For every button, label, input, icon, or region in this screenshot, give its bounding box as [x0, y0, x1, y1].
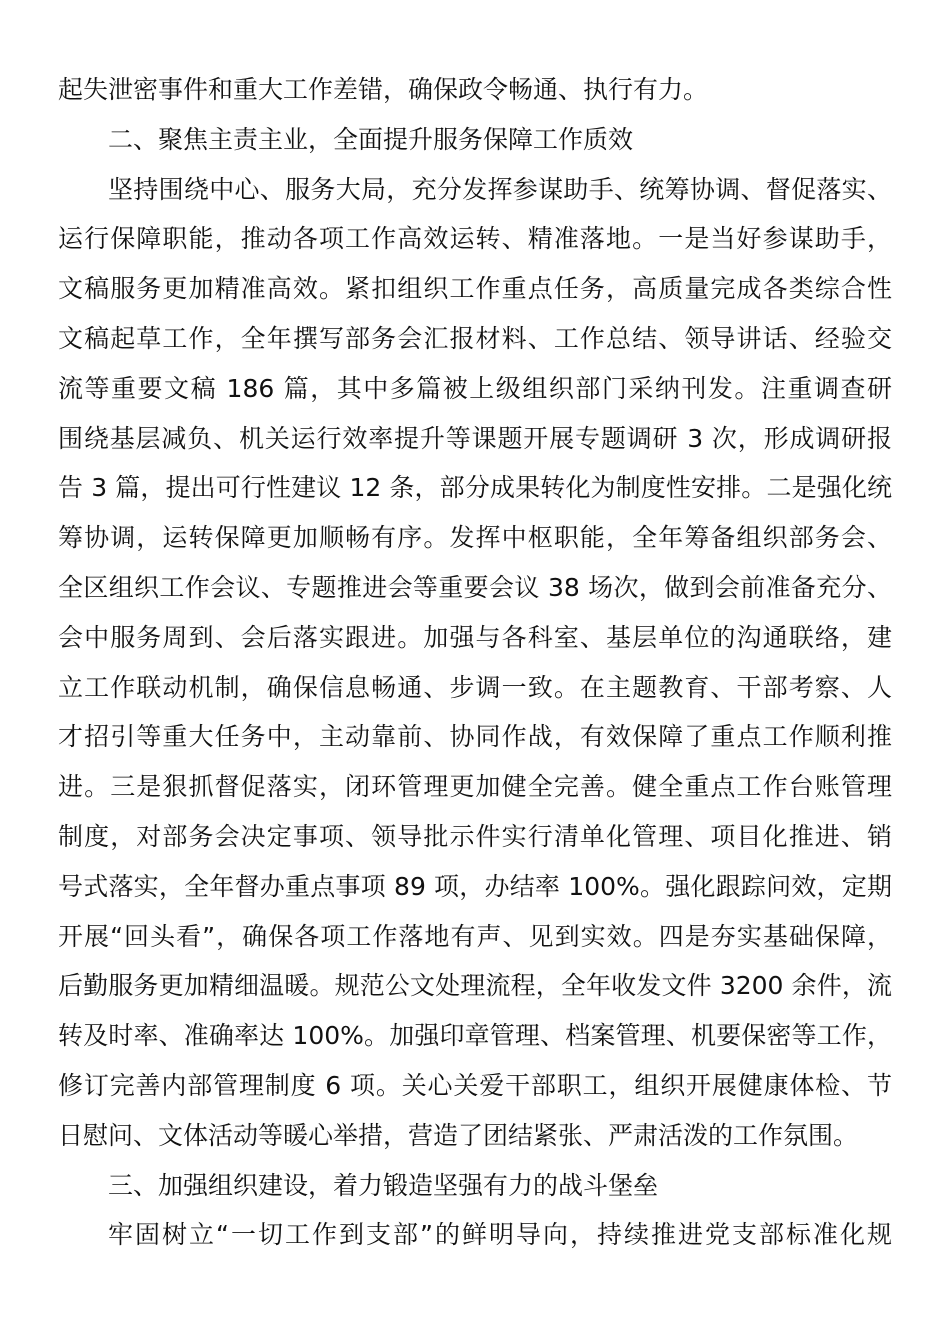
text-line: 筹协调，运转保障更加顺畅有序。发挥中枢职能，全年筹备组织部务会、 — [58, 523, 892, 553]
text-line: 制度，对部务会决定事项、领导批示件实行清单化管理、项目化推进、销 — [58, 821, 892, 851]
text-line: 文稿起草工作，全年撰写部务会汇报材料、工作总结、领导讲话、经验交 — [58, 323, 892, 353]
text-line: 起失泄密事件和重大工作差错，确保政令畅通、执行有力。 — [58, 75, 709, 104]
text-line: 全区组织工作会议、专题推进会等重要会议 38 场次，做到会前准备充分、 — [58, 572, 892, 602]
text-line: 会中服务周到、会后落实跟进。加强与各科室、基层单位的沟通联络，建 — [58, 622, 892, 652]
text-line: 后勤服务更加精细温暖。规范公文处理流程，全年收发文件 3200 余件，流 — [58, 971, 892, 1001]
text-line: 开展“回头看”，确保各项工作落地有声、见到实效。四是夯实基础保障， — [58, 921, 892, 951]
text-line: 坚持围绕中心、服务大局，充分发挥参谋助手、统筹协调、督促落实、 — [108, 174, 892, 204]
section-heading: 三、加强组织建设，着力锻造坚强有力的战斗堡垒 — [108, 1170, 659, 1200]
text-line: 日慰问、文体活动等暖心举措，营造了团结紧张、严肃活泼的工作氛围。 — [58, 1120, 859, 1150]
text-line: 修订完善内部管理制度 6 项。关心关爱干部职工，组织开展健康体检、节 — [58, 1070, 892, 1100]
text-line: 围绕基层减负、机关运行效率提升等课题开展专题调研 3 次，形成调研报 — [58, 423, 892, 453]
text-line: 才招引等重大任务中，主动靠前、协同作战，有效保障了重点工作顺利推 — [58, 722, 892, 752]
section-heading: 二、聚焦主责主业，全面提升服务保障工作质效 — [108, 124, 634, 154]
text-line: 文稿服务更加精准高效。紧扣组织工作重点任务，高质量完成各类综合性 — [58, 274, 892, 304]
text-line: 立工作联动机制，确保信息畅通、步调一致。在主题教育、干部考察、人 — [58, 672, 892, 702]
text-line: 告 3 篇，提出可行性建议 12 条，部分成果转化为制度性安排。二是强化统 — [58, 473, 892, 503]
text-line: 进。三是狠抓督促落实，闭环管理更加健全完善。健全重点工作台账管理 — [58, 772, 892, 802]
text-line: 运行保障职能，推动各项工作高效运转、精准落地。一是当好参谋助手， — [58, 224, 892, 254]
text-line: 流等重要文稿 186 篇，其中多篇被上级组织部门采纳刊发。注重调查研 — [58, 373, 892, 403]
text-line: 牢固树立“一切工作到支部”的鲜明导向，持续推进党支部标准化规 — [108, 1220, 892, 1250]
text-line: 号式落实，全年督办重点事项 89 项，办结率 100%。强化跟踪问效，定期 — [58, 871, 892, 901]
text-line: 转及时率、准确率达 100%。加强印章管理、档案管理、机要保密等工作， — [58, 1021, 892, 1051]
document-page — [58, 65, 892, 1260]
